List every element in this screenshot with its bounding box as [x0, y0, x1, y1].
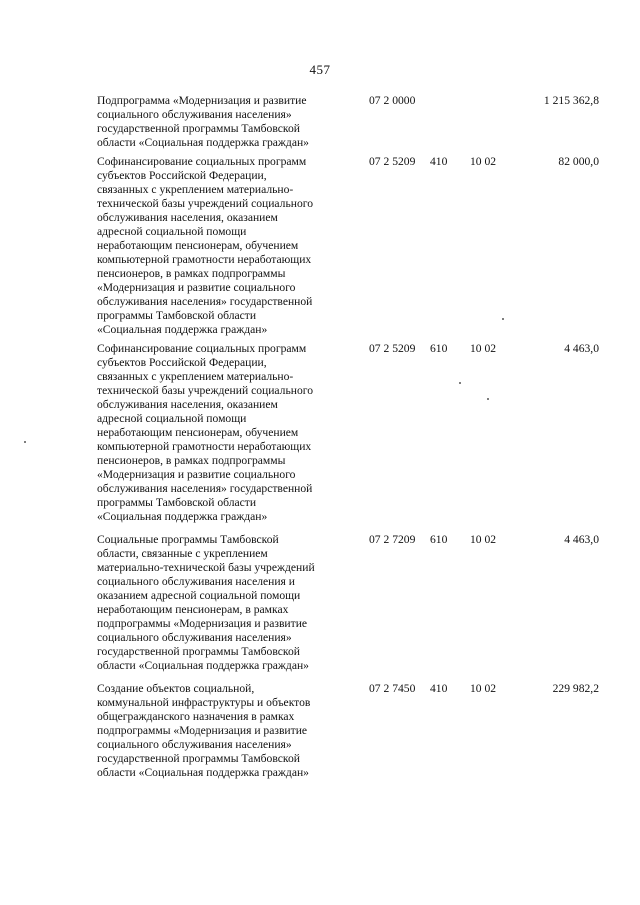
amount: 229 982,2	[552, 682, 599, 695]
description-line: Создание объектов социальной,	[97, 682, 255, 695]
page-number: 457	[309, 62, 331, 77]
amount: 4 463,0	[564, 533, 599, 546]
description-line: социального обслуживания населения»	[97, 108, 292, 121]
description-line: неработающим пенсионерам, в рамках	[97, 603, 289, 616]
description-line: неработающим пенсионерам, обучением	[97, 426, 299, 439]
target-code: 07 2 5209	[369, 342, 416, 355]
description-line: подпрограммы «Модернизация и развитие	[97, 724, 308, 737]
table-row	[97, 682, 607, 780]
target-code: 07 2 0000	[369, 94, 416, 107]
scan-speck	[24, 441, 26, 443]
description-line: коммунальной инфраструктуры и объектов	[97, 696, 311, 709]
description-line: области «Социальная поддержка граждан»	[97, 659, 309, 672]
description-line: области «Социальная поддержка граждан»	[97, 136, 309, 149]
amount: 1 215 362,8	[543, 94, 599, 107]
description-line: материально-технической базы учреждений	[97, 561, 315, 574]
table-row	[97, 94, 607, 150]
description-line: социального обслуживания населения»	[97, 631, 292, 644]
description-line: подпрограммы «Модернизация и развитие	[97, 617, 308, 630]
description-line: технической базы учреждений социального	[97, 384, 314, 397]
description-line: связанных с укреплением материально-	[97, 370, 294, 383]
target-code: 07 2 5209	[369, 155, 416, 168]
description-line: неработающим пенсионерам, обучением	[97, 239, 299, 252]
target-code: 07 2 7450	[369, 682, 416, 695]
description-line: области «Социальная поддержка граждан»	[97, 766, 309, 779]
description-line: социального обслуживания населения и	[97, 575, 295, 588]
description-line: пенсионеров, в рамках подпрограммы	[97, 454, 286, 467]
description-line: «Модернизация и развитие социального	[97, 468, 296, 481]
description-line: адресной социальной помощи	[97, 225, 247, 238]
description-line: обслуживания населения, оказанием	[97, 398, 278, 411]
amount: 4 463,0	[564, 342, 599, 355]
description-line: Социальные программы Тамбовской	[97, 533, 279, 546]
description-line: государственной программы Тамбовской	[97, 645, 300, 658]
description-line: программы Тамбовской области	[97, 496, 257, 509]
description-line: компьютерной грамотности неработающих	[97, 440, 312, 453]
description-line: «Социальная поддержка граждан»	[97, 510, 268, 523]
description-line: области, связанные с укреплением	[97, 547, 268, 560]
description-line: субъектов Российской Федерации,	[97, 169, 267, 182]
expense-type: 410	[430, 682, 448, 695]
table-row	[97, 342, 607, 524]
description-line: «Модернизация и развитие социального	[97, 281, 296, 294]
description-line: технической базы учреждений социального	[97, 197, 314, 210]
expense-type: 610	[430, 533, 448, 546]
description-line: обслуживания населения, оказанием	[97, 211, 278, 224]
section-code: 10 02	[470, 682, 497, 695]
amount: 82 000,0	[558, 155, 599, 168]
description-line: Софинансирование социальных программ	[97, 155, 307, 168]
budget-table	[97, 94, 607, 780]
description-line: социального обслуживания населения»	[97, 738, 292, 751]
scan-speck	[502, 318, 504, 320]
description-line: Софинансирование социальных программ	[97, 342, 307, 355]
section-code: 10 02	[470, 533, 497, 546]
description-line: пенсионеров, в рамках подпрограммы	[97, 267, 286, 280]
section-code: 10 02	[470, 155, 497, 168]
description-line: государственной программы Тамбовской	[97, 752, 300, 765]
section-code: 10 02	[470, 342, 497, 355]
table-row	[97, 533, 607, 673]
description-line: обслуживания населения» государственной	[97, 295, 313, 308]
target-code: 07 2 7209	[369, 533, 416, 546]
description-line: субъектов Российской Федерации,	[97, 356, 267, 369]
description-line: общегражданского назначения в рамках	[97, 710, 295, 723]
row-description	[97, 533, 357, 673]
description-line: адресной социальной помощи	[97, 412, 247, 425]
row-description	[97, 155, 357, 337]
expense-type: 410	[430, 155, 448, 168]
scan-speck	[459, 382, 461, 384]
description-line: оказанием адресной социальной помощи	[97, 589, 301, 602]
description-line: Подпрограмма «Модернизация и развитие	[97, 94, 307, 107]
scan-speck	[487, 398, 489, 400]
row-description	[97, 94, 357, 150]
row-description	[97, 682, 357, 780]
row-description	[97, 342, 357, 524]
description-line: связанных с укреплением материально-	[97, 183, 294, 196]
description-line: «Социальная поддержка граждан»	[97, 323, 268, 336]
table-row	[97, 155, 607, 337]
description-line: компьютерной грамотности неработающих	[97, 253, 312, 266]
description-line: программы Тамбовской области	[97, 309, 257, 322]
description-line: государственной программы Тамбовской	[97, 122, 300, 135]
expense-type: 610	[430, 342, 448, 355]
description-line: обслуживания населения» государственной	[97, 482, 313, 495]
